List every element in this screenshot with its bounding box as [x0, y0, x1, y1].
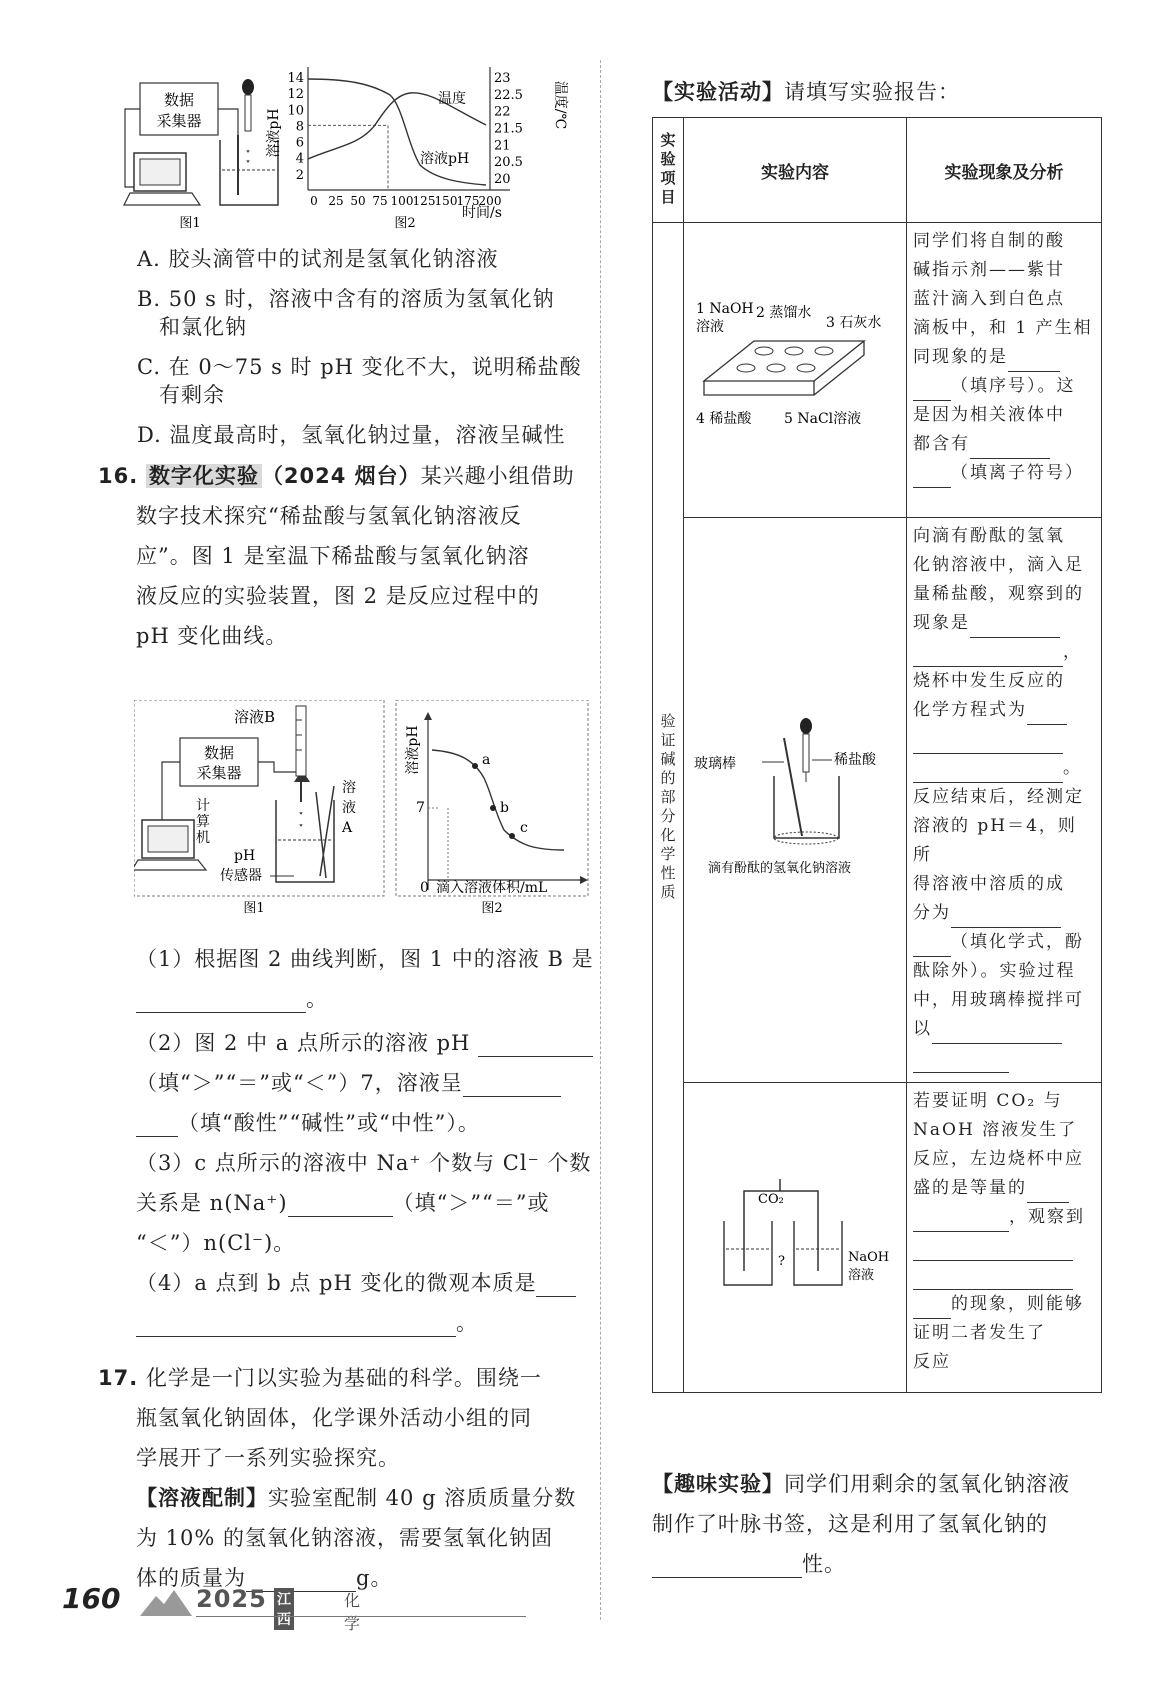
top-figure	[120, 55, 590, 235]
y-left-tick: 10	[287, 103, 304, 119]
experiment-report-table	[652, 117, 1102, 1393]
y-right-tick: 22.5	[494, 87, 523, 103]
row2-content	[684, 518, 907, 1083]
q16-stem: 16. 数字化实验 （2024 烟台）某兴趣小组借助 数字技术探究“稀盐酸与氢氧化钠溶液反 应”。图 1 是室温下稀盐酸与氢氧化钠溶 液反应的实验装置，图 2 是反应过程中的 pH 变化曲线。	[98, 462, 588, 650]
q16-sub3: （3）c 点所示的溶液中 Na⁺ 个数与 Cl⁻ 个数	[136, 1151, 592, 1175]
answer-blank[interactable]	[913, 382, 951, 401]
footer-region: 江西	[274, 1588, 294, 1630]
answer-blank[interactable]	[913, 938, 951, 957]
point-c	[509, 833, 515, 839]
q16-stem-line: 液反应的实验装置，图 2 是反应过程中的	[136, 584, 540, 608]
footer-year: 2025	[196, 1585, 267, 1613]
y-left-tick: 6	[295, 135, 304, 151]
fig2-caption: 图2	[394, 216, 416, 231]
unknown-label: ?	[778, 1253, 785, 1269]
answer-blank[interactable]	[136, 1114, 178, 1137]
q16-subquestions: （1）根据图 2 曲线判断，图 1 中的溶液 B 是 。 （2）图 2 中 a 点所示的溶液 pH （填“＞”“＝”或“＜”）7，溶液呈 （填“酸性”“碱性”或“中性”）。 （3）c 点所示的溶液中 Na⁺ 个数与 Cl⁻ 个数 关系是 n(Na⁺) （填“＞”“＝”或 “＜”）n(Cl⁻)。 （4）a 点到 b 点 pH 变化的微观本质是 。	[136, 945, 596, 1337]
q16-stem-line: 应”。图 1 是室温下稀盐酸与氢氧化钠溶	[136, 544, 530, 568]
prep-tag: 【溶液配制】	[136, 1486, 268, 1510]
q15-option-c-cont: 有剩余	[159, 383, 225, 407]
footer-subject: 化 学	[344, 1591, 361, 1633]
beaker-label: 滴有酚酞的氢氧化钠溶液	[708, 861, 852, 876]
sensor-cable	[218, 109, 238, 135]
sensor-label: 传感器	[220, 868, 262, 884]
dropper-bulb	[800, 718, 812, 734]
q16-stem-line: pH 变化曲线。	[136, 624, 288, 648]
spot-label: 5 NaCl溶液	[784, 411, 862, 427]
temp-curve-label: 温度	[438, 91, 466, 107]
naoh-label: NaOH	[848, 1249, 890, 1265]
y-right-tick: 21	[494, 138, 511, 154]
beaker-left-icon	[724, 1221, 772, 1285]
q16-sub4: （4）a 点到 b 点 pH 变化的微观本质是	[136, 1269, 596, 1297]
q17: 17. 化学是一门以实验为基础的科学。围绕一 瓶氢氧化钠固体，化学课外活动小组的同 学展开了一系列实验探究。 【溶液配制】实验室配制 40 g 溶质质量分数 为 10% 的氢氧化钠溶液，需要氢氧化钠固 体的质量为 g。	[98, 1366, 577, 1590]
answer-blank[interactable]	[913, 648, 1063, 667]
y-right-tick: 20	[494, 172, 511, 187]
point-b	[490, 805, 496, 811]
ph-curve-label: 溶液pH	[420, 151, 470, 167]
answer-blank[interactable]	[913, 1054, 1009, 1073]
page-number: 160	[62, 1582, 121, 1615]
x-tick: 0	[310, 194, 318, 208]
q16-figure	[134, 700, 589, 915]
y-right-tick: 20.5	[494, 155, 523, 171]
q15-option-b: B. 50 s 时，溶液中含有的溶质为氢氧化钠	[137, 287, 555, 311]
spot-label: 1 NaOH	[696, 301, 754, 317]
x-tick: 175	[456, 194, 480, 208]
answer-blank[interactable]	[970, 440, 1050, 459]
collector-label-2: 采集器	[196, 764, 242, 782]
answer-blank[interactable]	[1027, 1184, 1069, 1203]
answer-blank[interactable]	[913, 469, 951, 488]
answer-blank[interactable]	[913, 764, 1063, 783]
co2-label: CO₂	[758, 1191, 784, 1207]
beaker-icon	[774, 776, 839, 838]
answer-blank[interactable]	[951, 909, 1061, 928]
x-tick: 50	[350, 194, 366, 208]
q15-option-d: D. 温度最高时，氢氧化钠过量，溶液呈碱性	[137, 423, 566, 447]
y-left-tick: 4	[295, 151, 304, 167]
origin-label: 0	[420, 880, 429, 896]
q16-stem-line: 数字技术探究“稀盐酸与氢氧化钠溶液反	[136, 504, 522, 528]
ph-temp-chart	[287, 67, 523, 208]
y-left-tick: 14	[287, 71, 304, 86]
computer-label: 机	[196, 830, 210, 846]
fig1-caption: 图1	[179, 216, 201, 231]
q15-option-a: A. 胶头滴管中的试剂是氢氧化钠溶液	[137, 247, 499, 271]
solution-b-label: 溶液B	[234, 708, 276, 726]
collector-label-2: 采集器	[156, 112, 202, 130]
spot-label: 3 石灰水	[826, 315, 882, 331]
y-left-tick: 8	[295, 119, 304, 135]
x-tick: 125	[412, 194, 436, 208]
glass-rod-label: 玻璃棒	[694, 756, 736, 772]
burette-icon	[296, 706, 306, 776]
footer-rule	[196, 1616, 526, 1617]
collector-label-1: 数据	[163, 91, 195, 109]
answer-blank[interactable]	[136, 1314, 456, 1337]
q16-sub2: （2）图 2 中 a 点所示的溶液 pH	[136, 1029, 596, 1057]
header-observation: 实验现象及分析	[907, 118, 1102, 223]
answer-blank[interactable]	[536, 1274, 576, 1297]
answer-blank[interactable]	[913, 1271, 1073, 1290]
q16-number: 16.	[98, 464, 139, 488]
header-content: 实验内容	[684, 118, 907, 223]
point-a-label: a	[482, 752, 491, 768]
answer-blank[interactable]	[1008, 353, 1060, 372]
x-tick: 200	[478, 194, 502, 208]
spot-label: 溶液	[696, 319, 724, 335]
solution-a-label: A	[342, 820, 353, 836]
y-axis-label: 溶液pH	[405, 725, 421, 775]
q16-tag: 数字化实验	[146, 464, 262, 488]
answer-blank[interactable]	[913, 1300, 951, 1319]
computer-label: 算	[196, 814, 210, 830]
spot-label: 2 蒸馏水	[756, 305, 812, 321]
y-right-tick: 21.5	[494, 121, 523, 137]
answer-blank[interactable]	[463, 1074, 561, 1097]
x-tick: 75	[372, 194, 388, 208]
answer-blank[interactable]	[913, 1213, 1009, 1232]
mountain-logo-icon	[140, 1588, 200, 1616]
answer-blank[interactable]	[478, 1034, 593, 1057]
answer-blank[interactable]	[913, 1242, 1073, 1261]
fun-tag: 【趣味实验】	[652, 1472, 784, 1496]
solution-a-label: 溶	[342, 780, 356, 796]
fig2-caption: 图2	[481, 901, 503, 915]
y-right-label: 温度/℃	[552, 80, 568, 130]
sensor-label: pH	[234, 848, 256, 864]
row1-content	[684, 223, 907, 518]
solution-a-label: 液	[342, 800, 356, 816]
y-right-tick: 23	[494, 71, 511, 86]
naoh-label: 溶液	[848, 1267, 875, 1283]
point-a	[472, 763, 478, 769]
y-right-tick: 22	[494, 104, 511, 120]
x-tick: 150	[434, 194, 458, 208]
x-axis-label: 时间/s	[462, 205, 502, 221]
q16-source: （2024 烟台）	[261, 464, 421, 488]
header-project: 实验项目	[653, 118, 684, 223]
q17-number: 17.	[98, 1366, 139, 1390]
row3-content	[684, 1083, 907, 1393]
hcl-label: 稀盐酸	[834, 752, 876, 768]
row2-analysis: 向滴有酚酞的氢氧 化钠溶液中，滴入足 量稀盐酸，观察到的 现象是 ， 烧杯中发生反应的 化学方程式为 。 反应结束后，经测定 溶液的 pH＝4，则所 得溶液中溶质的成 分为 （填化学式，酚 酞除外）。实验过程 中，用玻璃棒搅拌可 以	[907, 518, 1102, 1083]
y-left-tick: 2	[295, 167, 304, 183]
x-tick: 100	[390, 194, 414, 208]
collector-label-1: 数据	[203, 744, 235, 762]
q15-option-b-cont: 和氯化钠	[159, 315, 247, 339]
tick-7: 7	[416, 800, 425, 816]
answer-blank[interactable]	[652, 1555, 802, 1578]
answer-blank[interactable]	[288, 1194, 393, 1217]
activity-title: 【实验活动】请填写实验报告：	[652, 80, 960, 104]
answer-blank[interactable]	[136, 990, 306, 1013]
project-cell: 验证碱的部分化学性质	[653, 223, 684, 1393]
q15-option-c: C. 在 0～75 s 时 pH 变化不大，说明稀盐酸	[137, 355, 582, 379]
answer-blank[interactable]	[913, 735, 1063, 754]
row3-analysis: 若要证明 CO₂ 与 NaOH 溶液发生了 反应，左边烧杯中应 盛的是等量的 ，观察到 的现象，则能够 证明二者发生了 反应	[907, 1083, 1102, 1393]
point-c-label: c	[520, 820, 528, 836]
y-left-label: 溶液pH	[266, 108, 282, 158]
x-axis-label: 滴入溶液体积/mL	[436, 880, 548, 896]
fig1-caption: 图1	[243, 901, 265, 915]
column-divider	[600, 60, 601, 1620]
y-left-tick: 12	[287, 87, 304, 103]
q16-sub1: （1）根据图 2 曲线判断，图 1 中的溶液 B 是	[136, 947, 594, 971]
answer-blank[interactable]	[932, 1025, 1062, 1044]
ph-curve	[432, 750, 564, 850]
x-tick: 25	[328, 194, 344, 208]
computer-label: 计	[196, 798, 210, 814]
fun-experiment: 【趣味实验】同学们用剩余的氢氧化钠溶液 制作了叶脉书签，这是利用了氢氧化钠的 性。	[652, 1472, 1070, 1576]
dropper-bulb	[242, 79, 254, 95]
q15-options	[137, 245, 582, 449]
row1-analysis: 同学们将自制的酸 碱指示剂——紫甘 蓝汁滴入到白色点 滴板中，和 1 产生相 同现象的是 （填序号）。这 是因为相关液体中 都含有 （填离子符号）	[907, 223, 1102, 518]
spot-label: 4 稀盐酸	[696, 411, 752, 427]
answer-blank[interactable]	[970, 619, 1060, 638]
answer-blank[interactable]	[1027, 706, 1067, 725]
point-b-label: b	[500, 800, 509, 816]
